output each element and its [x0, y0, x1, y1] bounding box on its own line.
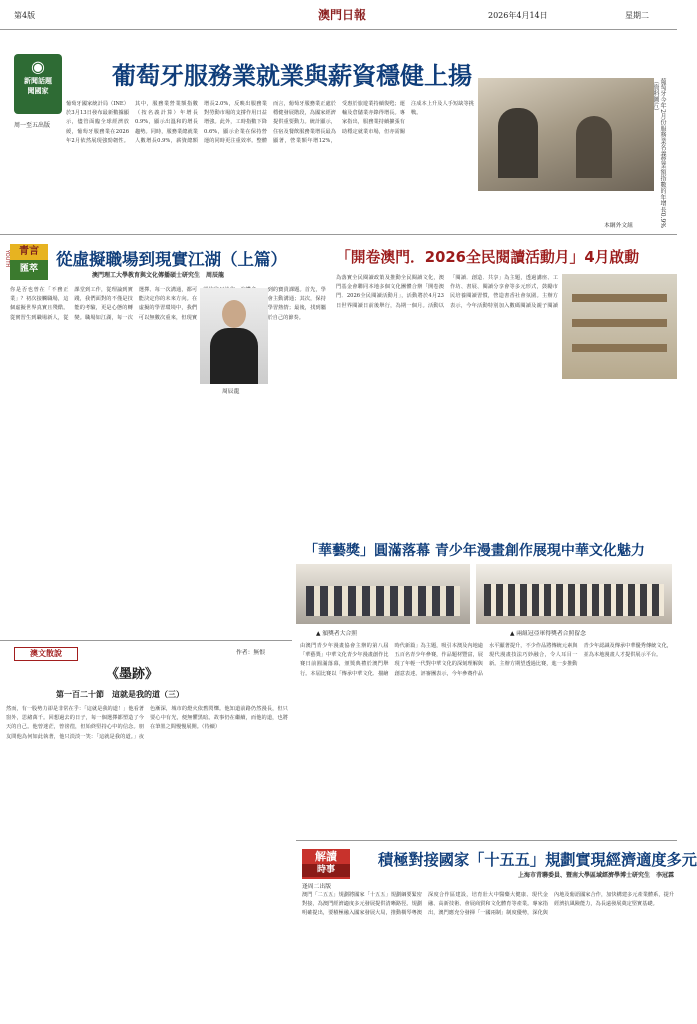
author: 作者：無恨	[236, 650, 265, 656]
article-body: 為落實全民閱讀政策及推動全民閱讀文化，澳門基金會聯同本地多個文化團體合辦「開卷澳門．2026全民閱讀活動月」，活動將於4月23日世界閱讀日前後舉行，為期一個月。活動以「閱讀．創造．共享」為主題，透過講座、工作坊、書展、閱讀分享會等多元形式，鼓勵市民培養閱讀習慣，營造書香社會氛圍。主辦方表示，今年活動特別加入數碼閱讀及親子閱讀	[336, 275, 558, 309]
headline: 「華藝獎」圓滿落幕 青少年漫畫創作展現中華文化魅力	[304, 543, 645, 559]
page-header	[0, 0, 677, 30]
headline: 葡萄牙服務業就業與薪資穩健上揚	[112, 62, 472, 90]
article-body: 由澳門青少年漫畫協會主辦的第八屆「華藝獎」中華文化青少年漫畫創作比賽日前圓滿落幕，頒獎典禮於澳門舉行。本屆比賽以「傳承中華文化．描繪時代新篇」為主題，吸引本澳及內地逾五百名青少年參賽，作品題材豐富，展現了年輕一代對中華文化的深刻理解與創意表達。評審團表示，今年參賽作品水平顯著提升，不少作品將傳統元素與現代漫畫技法巧妙融合，令人耳目一新。主辦方期望透過比賽，進一步推動青少年認識及傳承中華優秀傳統文化，並為本地漫畫人才提供展示平台。	[300, 643, 672, 677]
article-15th-plan	[296, 840, 697, 1024]
article-body: 澳門「二五五」規劃將國家「十五五」規劃綱要緊密對接，為澳門經濟適度多元發展提供清晰路徑。規劃明確提出，要積極融入國家發展大局，推動橫琴粵澳深度合作區建設，培育壯大中醫藥大健康、現代金融、高新技術、會展商貿和文化體育等產業。專家指出，澳門應充分發揮「一國兩制」制度優勢，深化與內地及葡語國家合作，加快構建多元產業體系，提升經濟抗風險能力，為長遠發展奠定堅實基礎。	[302, 892, 674, 917]
novel-title: 《墨跡》	[106, 667, 159, 682]
article-huayi-award	[296, 536, 677, 677]
article-body: 你是否也曾在「不務正業」？初次接觸職場，這個虛擬世界真實且殘酷。從實習生到職場新人，從課堂到工作，從理論到實踐，我們面對的不僅是技能的考驗，更是心態的轉變。職場如江湖，每一次選擇、每一次溝通，都可能決定你的未來方向。在虛擬的學習環境中，我們可以無數次重來，但現實 到的寶貴課題。首先，學會主動溝通；其次，保持學習熱情；最後，找到屬於自己的節奏。	[10, 287, 326, 321]
portrait-photo	[200, 288, 268, 384]
photo-restaurant	[478, 78, 654, 191]
badge-text: 澳文散說	[30, 649, 62, 658]
photo-reading-event	[562, 274, 677, 379]
logo-text: 解讀	[315, 850, 337, 863]
caption-left: ▲ 頒獎者大合照	[316, 631, 358, 637]
byline: 澳門理工大學教育與文化傳播碩士研究生 周辰龍	[92, 272, 225, 279]
logo-earth-icon: ◉	[31, 57, 45, 76]
author: 本網外文組	[604, 223, 633, 229]
page-number: 第4版	[14, 11, 36, 20]
photo-caption: 葡萄牙今年2月份服務業名義營業額指數的年增長0.9%（資料圖片）	[652, 78, 666, 228]
article-serial-novel	[0, 640, 292, 1024]
column-tag: 周一至五出版	[14, 122, 51, 129]
logo-text: 時事	[302, 864, 350, 877]
headline: 從虛擬職場到現實江湖（上篇）	[56, 250, 287, 269]
headline: 積極對接國家「十五五」規劃實現經濟適度多元	[378, 851, 697, 869]
logo-text: 青言	[10, 244, 48, 260]
column-badge	[14, 647, 78, 661]
article-portugal-services	[0, 30, 677, 235]
issue-weekday: 星期二	[625, 11, 649, 20]
column-logo	[14, 54, 62, 114]
headline: 「開卷澳門．2026全民閱讀活動月」4月啟動	[336, 249, 640, 266]
issue-date: 2026年4月14日	[488, 11, 548, 20]
newspaper-name: 澳門日報	[318, 8, 367, 22]
logo-text: 聞國家	[27, 87, 49, 95]
logo-text: 匯萃	[19, 264, 38, 274]
column-tag: YOUTH	[4, 250, 10, 268]
caption-right: ▲ 兩組冠亞軍得獎者合照留念	[510, 631, 586, 637]
column-logo	[10, 244, 48, 280]
photo-group-right	[476, 564, 672, 624]
article-reading-month	[330, 236, 677, 406]
logo-text: 新聞話題	[24, 77, 52, 85]
byline: 上海市青聯委員、暨南大學區域經濟學博士研究生 李冠霖	[517, 872, 674, 879]
article-virtual-workplace	[0, 236, 328, 638]
article-body: 然而，有一股勢力卻是非常在乎：「這就是我的道！」他看著窗外，思緒萬千。回想過去的日子，每一個選擇都塑造了今天的自己。他曾迷茫，曾徬徨，但始終堅持心中的信念。朋友問他為何如此執著，他只淡淡一笑：「這就是我的道。」夜色漸深，城市的燈火依舊閃爍。他知道前路仍然漫長，但只要心中有光，便無懼黑暗。故事仍在繼續，而他的道，也將在筆墨之間慢慢展開。（待續）	[6, 706, 288, 740]
article-body: 葡萄牙國家統計局（INE）於3月13日發布最新數據顯示，儘管面臨全球經濟放緩，葡萄牙服務業在2026年2月依然展現強勁韌性。其中，服務業營業額指數（按名義計算）年增長0.9%，顯示出溫和的增長趨勢。同時，服務業總就業人數增長0.9%，薪資總額增長2.0%，反映出服務業對勞動市場的支撐作用日益增強。此外，工時指數下降0.6%，顯示企業在保持營運的同時更注重效率。整體而言，葡萄牙服務業正處於穩健發展階段，為國家經濟提供重要動力。統計顯示，住宿及餐飲服務業增長最為顯著，營業額年增12%，受惠於旅遊業持續復甦；運輸及倉儲業亦錄得增長。專家指出，服務業持續擴張有助穩定就業市場，但亦需關注成本上升及人手短缺等挑戰。	[66, 101, 474, 144]
portrait-caption: 周辰龍	[222, 389, 240, 395]
column-tag: 逢周二出版	[302, 884, 331, 890]
column-logo	[302, 849, 350, 879]
chapter-title: 第一百二十節 這就是我的道（三）	[56, 689, 184, 699]
photo-group-left	[296, 564, 470, 624]
